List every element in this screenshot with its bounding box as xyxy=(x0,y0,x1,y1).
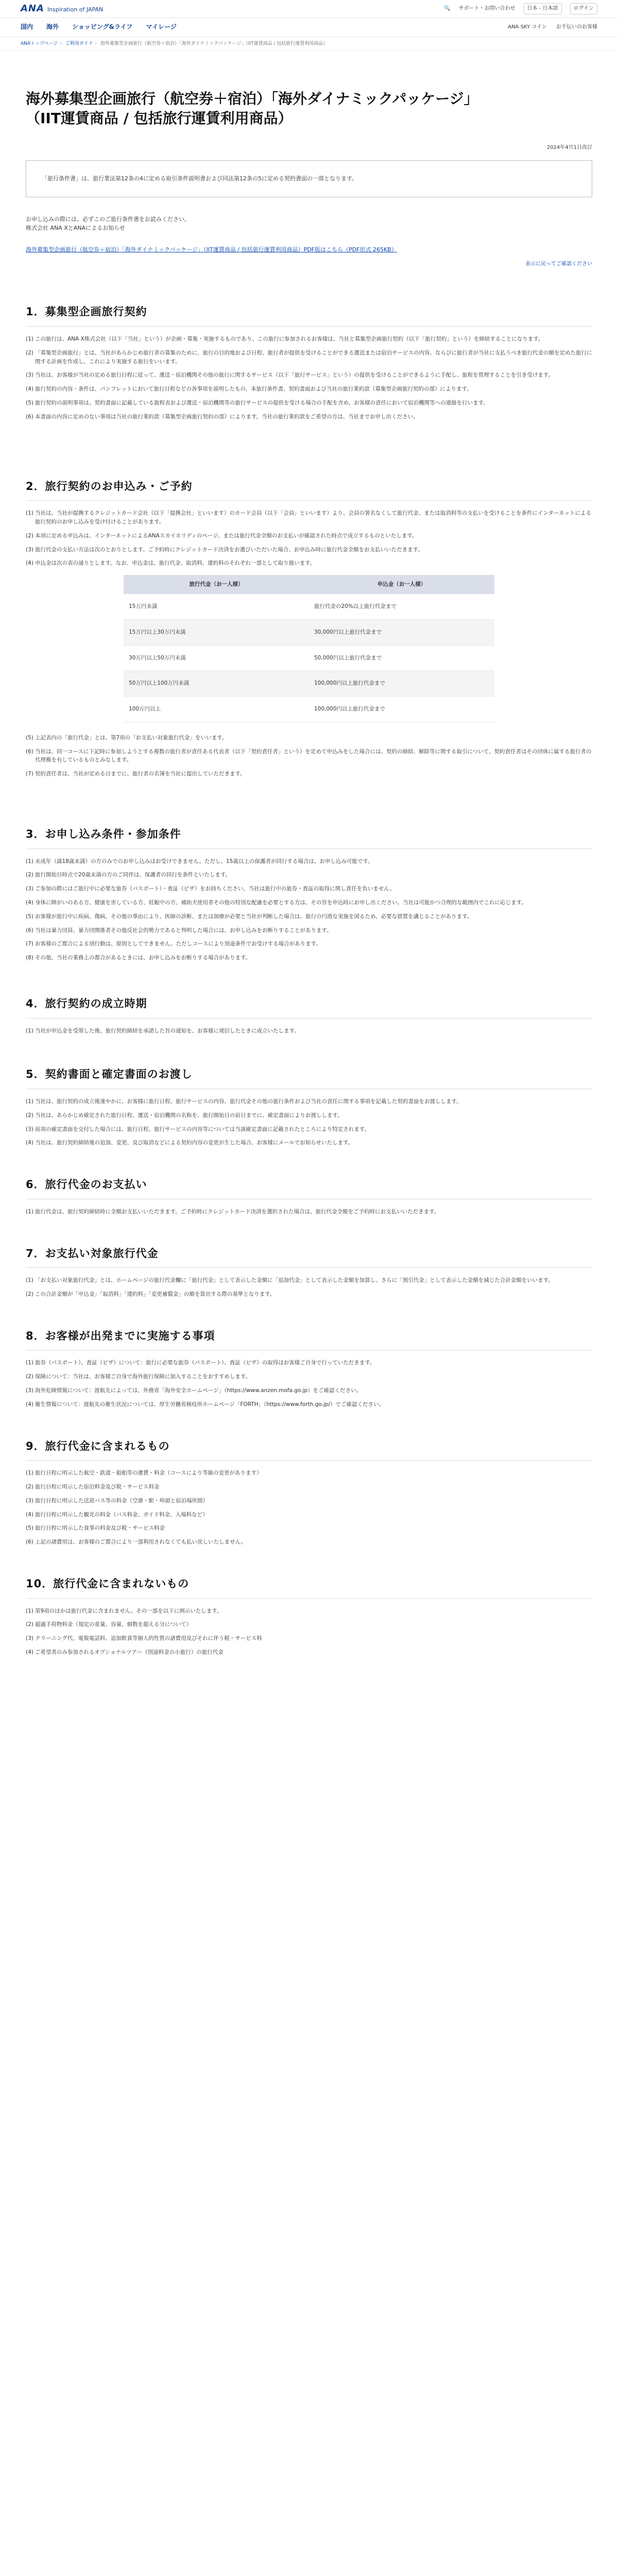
clause-text: 旅行代金は、旅行契約締結時に全額お支払いいただきます。ご予約時にクレジットカード決済を選択された場合は、旅行代金全額をご予約時にお支払いいただきます。 xyxy=(35,1208,440,1215)
clause-number: (2) xyxy=(26,1112,33,1118)
main-content xyxy=(26,89,592,1656)
clause-number: (1) xyxy=(26,1027,33,1034)
breadcrumb: ANAトップページ › ご利用ガイド › 海外募集型企画旅行（航空券＋宿泊）「海外ダイナミックパッケージ」（IIT運賃商品 / 包括旅行運賃利用商品） xyxy=(0,37,618,51)
clause-text: 未成年（満18歳未満）の方のみでのお申し込みはお受けできません。ただし、15歳以上の保護者が同行する場合は、お申し込み可能です。 xyxy=(35,858,373,865)
clause-text: 申込金は次の表の通りとします。なお、申込金は、旅行代金、取消料、違約料のそれぞれ一部として取り扱います。 xyxy=(35,560,316,567)
pdf-link[interactable]: 海外募集型企画旅行（航空券＋宿泊）「海外ダイナミックパッケージ」（IIT運賃商品 / 包括旅行運賃利用商品）PDF版はこちら（PDF形式 265KB） xyxy=(26,246,397,253)
clause-text: 身体に障がいのある方、健康を害している方、妊娠中の方、補助犬使用者その他の特別な配慮を必要とする方は、その旨を申込時にお申し出ください。当社は可能かつ合理的な範囲内でこれに応じます。 xyxy=(35,900,527,906)
clause-item xyxy=(26,770,592,778)
clause-number: (3) xyxy=(26,546,33,553)
clause-item xyxy=(26,546,592,554)
clause-number: (2) xyxy=(26,1483,33,1490)
clause-text: 当社は、旅行契約締結後の追加、変更、及び取消などによる契約内容の変更が生じた場合、お客様にメールでお知らせいたします。 xyxy=(35,1140,354,1146)
clause-item xyxy=(26,1359,592,1367)
clause-list xyxy=(26,857,592,962)
clause-text: 旅券（パスポート）、査証（ビザ）について：旅行に必要な旅券（パスポート）、査証（ビザ）の取得はお客様ご自身で行っていただきます。 xyxy=(35,1360,375,1366)
section-divider xyxy=(26,1267,592,1268)
clause-text: 当社は、お客様が当社の定める旅行日程に従って、運送・宿泊機関その他の旅行に関するサービス（以下「旅行サービス」という）の提供を受けることができるように手配し、旅程を管理することを引き受けます。 xyxy=(35,372,554,379)
clause-item xyxy=(26,1276,592,1285)
clause-text: 旅行日程に明示した送迎バス等の料金（空港・駅・埠頭と宿泊場所間） xyxy=(35,1497,208,1504)
clause-item xyxy=(26,1111,592,1120)
clause-item xyxy=(26,1497,592,1505)
clause-item xyxy=(26,912,592,921)
clause-number: (7) xyxy=(26,771,33,777)
clause-item xyxy=(26,1634,592,1643)
clause-number: (4) xyxy=(26,560,33,567)
clause-list xyxy=(26,335,592,421)
terms-section xyxy=(26,826,592,962)
clause-item xyxy=(26,1027,592,1036)
page-title xyxy=(26,89,592,128)
clause-text: 衛生情報について：渡航先の衛生状況については、厚生労働省検疫所ホームページ「FORTH」（https://www.forth.go.jp/）でご確認ください。 xyxy=(35,1401,384,1408)
utility-links xyxy=(444,3,597,14)
support-link[interactable]: サポート・お問い合わせ xyxy=(458,6,516,11)
clause-text: 当社は、同一コースに下記時に参加しようとする複数の旅行者が責任ある代表者（以下「契約責任者」という）を定めて申込みをした場合には、契約の締結、解除等に関する取引について、契約責任者はその団体に属する旅行者の代理権を有しているものとみなします。 xyxy=(35,748,592,764)
deposit-table xyxy=(124,575,494,722)
logo-tagline: Inspiration of JAPAN xyxy=(47,6,104,13)
clause-text: 旅行開始日時点で20歳未満の方のご同伴は、保護者の同行を条件といたします。 xyxy=(35,872,231,878)
clause-list xyxy=(26,1276,592,1299)
clause-item xyxy=(26,885,592,893)
clause-item xyxy=(26,940,592,948)
terms-section xyxy=(26,1328,592,1409)
clause-number: (8) xyxy=(26,955,33,961)
clause-text: 海外危険情報について：渡航先によっては、外務省「海外安全ホームページ」（https://www.anzen.mofa.go.jp）をご確認ください。 xyxy=(35,1387,362,1394)
table-row xyxy=(124,697,494,722)
clause-text: この合計金額が「申込金」「取消料」「違約料」「変更補償金」の額を算出する際の基準となります。 xyxy=(35,1291,276,1297)
clause-item xyxy=(26,1372,592,1381)
clause-number: (6) xyxy=(26,413,33,420)
section-divider xyxy=(26,1598,592,1599)
clause-item xyxy=(26,1511,592,1519)
region-selector[interactable]: 日本 - 日本語 xyxy=(524,3,562,14)
clause-text: 当社が申込金を受領した後、旅行契約締結を承諾した旨の通知を、お客様に発信したときに成立いたします。 xyxy=(35,1027,300,1034)
ana-logo[interactable] xyxy=(21,2,103,16)
clause-item xyxy=(26,926,592,935)
clause-list xyxy=(26,1607,592,1657)
nav-shopping[interactable]: ショッピング&ライフ xyxy=(72,23,133,31)
clause-number: (3) xyxy=(26,372,33,379)
clause-text: 「お支払い対象旅行代金」とは、ホームページの旅行代金欄に「旅行代金」として表示した金額に「追加代金」として表示した金額を加算し、さらに「割引代金」として表示した金額を減じた合計金額をいいます。 xyxy=(35,1277,554,1284)
clause-item xyxy=(26,413,592,421)
clause-number: (1) xyxy=(26,858,33,865)
clause-item xyxy=(26,1469,592,1478)
section-divider xyxy=(26,326,592,327)
table-row xyxy=(124,671,494,697)
clause-text: 契約責任者は、当社が定める日までに、旅行者の名簿を当社に提出していただきます。 xyxy=(35,771,246,777)
intro-line1: お申し込みの際には、必ずこのご旅行条件書をお読みください。 xyxy=(26,215,190,223)
notice-box: 「旅行条件書」は、旅行業法第12条の4に定める取引条件説明書および同法第12条の5に定める契約書面の一部となります。 xyxy=(26,160,592,197)
terms-section xyxy=(26,1176,592,1216)
nav-domestic[interactable]: 国内 xyxy=(21,23,33,31)
clause-number: (4) xyxy=(26,1511,33,1518)
table-header-row xyxy=(124,575,494,594)
top-bar xyxy=(0,0,618,18)
pdf-link-row xyxy=(26,245,592,255)
clause-item xyxy=(26,532,592,540)
clause-text: 旅行日程に明示した食事の料金及び税・サービス料金 xyxy=(35,1525,165,1532)
clause-text: 本書面の内容に定めのない事項は当社の旅行業約款（募集型企画旅行契約の部）によります。当社の旅行業約款をご希望の方は、当社までお申し出ください。 xyxy=(35,413,419,420)
clause-number: (6) xyxy=(26,1539,33,1546)
clause-item xyxy=(26,335,592,344)
section-heading: 3．お申し込み条件・参加条件 xyxy=(26,828,181,841)
clause-number: (1) xyxy=(26,1470,33,1477)
clause-item xyxy=(26,1290,592,1299)
clause-list xyxy=(26,1359,592,1409)
clause-text: 上記の諸費用は、お客様のご都合により一部利用されなくても払い戻しいたしません。 xyxy=(35,1539,247,1546)
clause-number: (4) xyxy=(26,1401,33,1408)
clause-item xyxy=(26,1648,592,1657)
clause-number: (2) xyxy=(26,1374,33,1380)
clause-list xyxy=(26,1208,592,1216)
clause-number: (3) xyxy=(26,1497,33,1504)
logo-ana-text: ANA xyxy=(21,3,44,14)
terms-section xyxy=(26,478,592,779)
clause-list xyxy=(26,1469,592,1547)
clause-item xyxy=(26,509,592,527)
nav-international[interactable]: 海外 xyxy=(46,23,59,31)
clause-item xyxy=(26,1208,592,1216)
breadcrumb-current: 海外募集型企画旅行（航空券＋宿泊）「海外ダイナミックパッケージ」（IIT運賃商品 / 包括旅行運賃利用商品） xyxy=(100,41,328,46)
clause-text: 旅行日程に明示した宿泊料金及び税・サービス料金 xyxy=(35,1483,160,1490)
table-header: 旅行代金（お一人様） xyxy=(124,575,309,594)
clause-item xyxy=(26,1483,592,1492)
clause-number: (5) xyxy=(26,1525,33,1532)
table-cell: 100,000円以上旅行代金まで xyxy=(309,697,494,722)
nav-mileage[interactable]: マイレージ xyxy=(146,23,177,31)
section-heading: 7．お支払い対象旅行代金 xyxy=(26,1247,159,1260)
clause-item xyxy=(26,954,592,962)
section-divider xyxy=(26,1460,592,1461)
clause-list xyxy=(26,509,592,568)
clause-item xyxy=(26,349,592,366)
clause-number: (3) xyxy=(26,1635,33,1642)
clause-number: (3) xyxy=(26,1126,33,1132)
clause-item xyxy=(26,1125,592,1134)
intro-line2: 株式会社 ANA XとANAによるお知らせ xyxy=(26,225,125,232)
clause-number: (2) xyxy=(26,1621,33,1628)
clause-text: 旅行日程に明示した観光の料金（バス料金、ガイド料金、入場料など） xyxy=(35,1511,208,1518)
clause-text: お客様のご都合による別行動は、原則としてできません。ただしコースにより別途条件でお受けする場合があります。 xyxy=(35,941,321,947)
main-nav xyxy=(0,18,618,37)
section-heading: 8．お客様が出発までに実施する事項 xyxy=(26,1329,215,1342)
intro-text xyxy=(26,215,592,233)
clause-number: (5) xyxy=(26,734,33,741)
back-to-top-link[interactable]: 表示に戻ってご確認ください xyxy=(525,261,592,267)
table-cell: 15万円以上30万円未満 xyxy=(124,619,309,645)
clause-text: その他、当社の業務上の都合があるときには、お申し込みをお断りする場合があります。 xyxy=(35,955,251,961)
clause-text: 超過手荷物料金（規定の重量、容量、個数を超える分について） xyxy=(35,1621,192,1628)
terms-section xyxy=(26,303,592,421)
table-cell: 100万円以上 xyxy=(124,697,309,722)
clause-text: 当社は暴力団員、暴力団関係者その他反社会的勢力であると判明した場合には、お申し込みをお断りすることがあります。 xyxy=(35,927,332,934)
table-row xyxy=(124,594,494,619)
terms-section xyxy=(26,1575,592,1657)
clause-item xyxy=(26,1139,592,1147)
clause-item xyxy=(26,371,592,380)
table-cell: 旅行代金の20%以上旅行代金まで xyxy=(309,594,494,619)
back-to-top xyxy=(26,260,592,268)
clause-item xyxy=(26,385,592,394)
clause-text: 旅行契約の内容・条件は、パンフレットにおいて旅行日程などの各事項を説明したもの、本旅行条件書、契約書面および当社の旅行業約款（募集型企画旅行契約の部）によります。 xyxy=(35,386,472,393)
clause-number: (4) xyxy=(26,1140,33,1146)
clause-text: 旅行日程に明示した航空・鉄道・船舶等の運賃・料金（コースにより等級の変更があります） xyxy=(35,1470,262,1477)
page-title-line2: （IIT運賃商品 / 包括旅行運賃利用商品） xyxy=(26,110,293,127)
section-heading: 4．旅行契約の成立時期 xyxy=(26,997,147,1010)
nav-assistance[interactable]: お手伝いのお客様 xyxy=(556,24,597,30)
clause-text: 上記表内の「旅行代金」とは、第7項の「お支払い対象旅行代金」をいいます。 xyxy=(35,734,228,741)
clause-text: 保険について：当社は、お客様ご自身で海外旅行保険に加入することをおすすめします。 xyxy=(35,1374,251,1380)
terms-sections xyxy=(26,303,592,1656)
table-cell: 100,000円以上旅行代金まで xyxy=(309,671,494,697)
clause-number: (6) xyxy=(26,927,33,934)
nav-sky-coin[interactable]: ANA SKY コイン xyxy=(508,24,547,30)
clause-text: 前項の確定書面を交付した場合には、旅行日程、旅行サービスの内容等については当該確定書面に記載されたところにより特定されます。 xyxy=(35,1126,370,1132)
clause-number: (3) xyxy=(26,886,33,892)
clause-text: 旅行契約の説明事項は、契約書面に記載している旅程表および運送・宿泊機関等の旅行サービスの提供を受ける場合の手配を含め、お客様の責任において宿泊機関等への連絡を行います。 xyxy=(35,399,489,406)
search-icon[interactable]: 🔍 xyxy=(444,6,451,11)
clause-number: (1) xyxy=(26,510,33,517)
terms-section xyxy=(26,1438,592,1547)
clause-item xyxy=(26,1620,592,1629)
section-divider xyxy=(26,1018,592,1019)
clause-text: 「募集型企画旅行」とは、当社があらかじめ旅行者の募集のために、旅行の目的地および日程、旅行者が提供を受けることができる運送または宿泊サービスの内容、ならびに旅行者が当社に支払うべき旅行代金の額を定めた旅行に関する計画を作成し、これにより実施する旅行をいいます。 xyxy=(35,349,592,365)
clause-item xyxy=(26,399,592,408)
clause-number: (2) xyxy=(26,349,33,356)
clause-number: (4) xyxy=(26,900,33,906)
terms-section xyxy=(26,1245,592,1299)
clause-item xyxy=(26,857,592,866)
clause-number: (1) xyxy=(26,1277,33,1284)
clause-text: ご参加の際にはご旅行中に必要な旅券（パスポート）・査証（ビザ）をお持ちください。当社は旅行中の旅券・査証の取得に関し責任を負いません。 xyxy=(35,886,395,892)
section-heading: 10．旅行代金に含まれないもの xyxy=(26,1577,190,1590)
section-heading: 6．旅行代金のお支払い xyxy=(26,1178,147,1191)
clause-item xyxy=(26,748,592,765)
clause-list xyxy=(26,734,592,778)
clause-item xyxy=(26,559,592,568)
clause-text: 当社は、旅行契約の成立後速やかに、お客様に旅行日程、旅行サービスの内容、旅行代金その他の旅行条件および当社の責任に関する事項を記載した契約書面をお渡しします。 xyxy=(35,1098,462,1105)
clause-text: お客様が旅行中に疾病、傷病、その他の事由により、医師の診断、または加療が必要と当社が判断した場合は、旅行の円滑な実施を図るため、必要な措置を講じることがあります。 xyxy=(35,913,473,920)
clause-item xyxy=(26,1524,592,1533)
clause-number: (7) xyxy=(26,941,33,947)
clause-item xyxy=(26,871,592,879)
clause-item xyxy=(26,734,592,742)
clause-item xyxy=(26,899,592,907)
clause-number: (6) xyxy=(26,748,33,755)
clause-number: (4) xyxy=(26,386,33,393)
terms-section xyxy=(26,1066,592,1147)
section-divider xyxy=(26,500,592,501)
clause-number: (1) xyxy=(26,1098,33,1105)
table-cell: 50,000円以上旅行代金まで xyxy=(309,645,494,671)
table-cell: 50万円以上100万円未満 xyxy=(124,671,309,697)
clause-item xyxy=(26,1400,592,1409)
clause-number: (1) xyxy=(26,335,33,342)
login-button[interactable]: ログイン xyxy=(570,3,598,14)
clause-text: 当社は、当社が提携するクレジットカード会社（以下「提携会社」といいます）のカード会員（以下「会員」といいます）より、会員の署名なくして旅行代金、または取消料等の支払いを受けることを条件にインターネットによる旅行契約のお申し込みを受け付けることがあります。 xyxy=(35,510,591,525)
clause-number: (2) xyxy=(26,532,33,539)
revision-date: 2024年4月1日改訂 xyxy=(546,144,592,150)
clause-number: (5) xyxy=(26,399,33,406)
clause-list xyxy=(26,1027,592,1036)
section-heading: 2．旅行契約のお申込み・ご予約 xyxy=(26,480,193,493)
clause-list xyxy=(26,1097,592,1147)
clause-number: (3) xyxy=(26,1387,33,1394)
clause-text: 本項に定める申込みは、インターネットによるANAスカイホリディのページ、または旅行代金全額のお支払いが確認された時点で成立するものといたします。 xyxy=(35,532,418,539)
clause-number: (2) xyxy=(26,872,33,878)
clause-item xyxy=(26,1386,592,1395)
table-row xyxy=(124,619,494,645)
clause-number: (5) xyxy=(26,913,33,920)
clause-text: クリーニング代、電報電話料、追加飲食等個人的性質の諸費用及びそれに伴う税・サービス料 xyxy=(35,1635,262,1642)
section-heading: 1．募集型企画旅行契約 xyxy=(26,306,147,318)
clause-text: 当社は、あらかじめ確定された旅行日程、運送・宿泊機関の名称を、旅行開始日の前日までに、確定書面によりお渡しします。 xyxy=(35,1112,343,1118)
breadcrumb-home[interactable]: ANAトップページ xyxy=(21,41,58,46)
table-row xyxy=(124,645,494,671)
table-header: 申込金（お一人様） xyxy=(309,575,494,594)
clause-item xyxy=(26,1538,592,1547)
breadcrumb-guide[interactable]: ご利用ガイド xyxy=(65,41,93,46)
terms-section xyxy=(26,995,592,1035)
clause-text: この旅行は、ANA X株式会社（以下「当社」という）が企画・募集・実施するものであり、この旅行に参加されるお客様は、当社と募集型企画旅行契約（以下「旅行契約」という）を締結することになります。 xyxy=(35,335,544,342)
clause-text: 旅行代金の支払い方法は次のとおりとします。ご予約時にクレジットカード決済をお選びいただいた場合、お申込み時に旅行代金全額をお支払いいただきます。 xyxy=(35,546,423,553)
clause-number: (1) xyxy=(26,1208,33,1215)
table-cell: 30,000円以上旅行代金まで xyxy=(309,619,494,645)
clause-number: (1) xyxy=(26,1607,33,1614)
page-title-line1: 海外募集型企画旅行（航空券＋宿泊）「海外ダイナミックパッケージ」 xyxy=(26,90,478,108)
clause-text: ご希望者のみ参加されるオプショナルツアー（別途料金の小旅行）の旅行代金 xyxy=(35,1649,224,1655)
clause-item xyxy=(26,1607,592,1616)
clause-number: (4) xyxy=(26,1649,33,1655)
clause-number: (2) xyxy=(26,1291,33,1297)
section-heading: 5．契約書面と確定書面のお渡し xyxy=(26,1068,193,1081)
table-cell: 30万円以上50万円未満 xyxy=(124,645,309,671)
clause-text: 第9項のほかは旅行代金に含まれません。その一部を以下に例示いたします。 xyxy=(35,1607,222,1614)
section-heading: 9．旅行代金に含まれるもの xyxy=(26,1439,170,1452)
clause-item xyxy=(26,1097,592,1106)
table-cell: 15万円未満 xyxy=(124,594,309,619)
clause-number: (1) xyxy=(26,1360,33,1366)
